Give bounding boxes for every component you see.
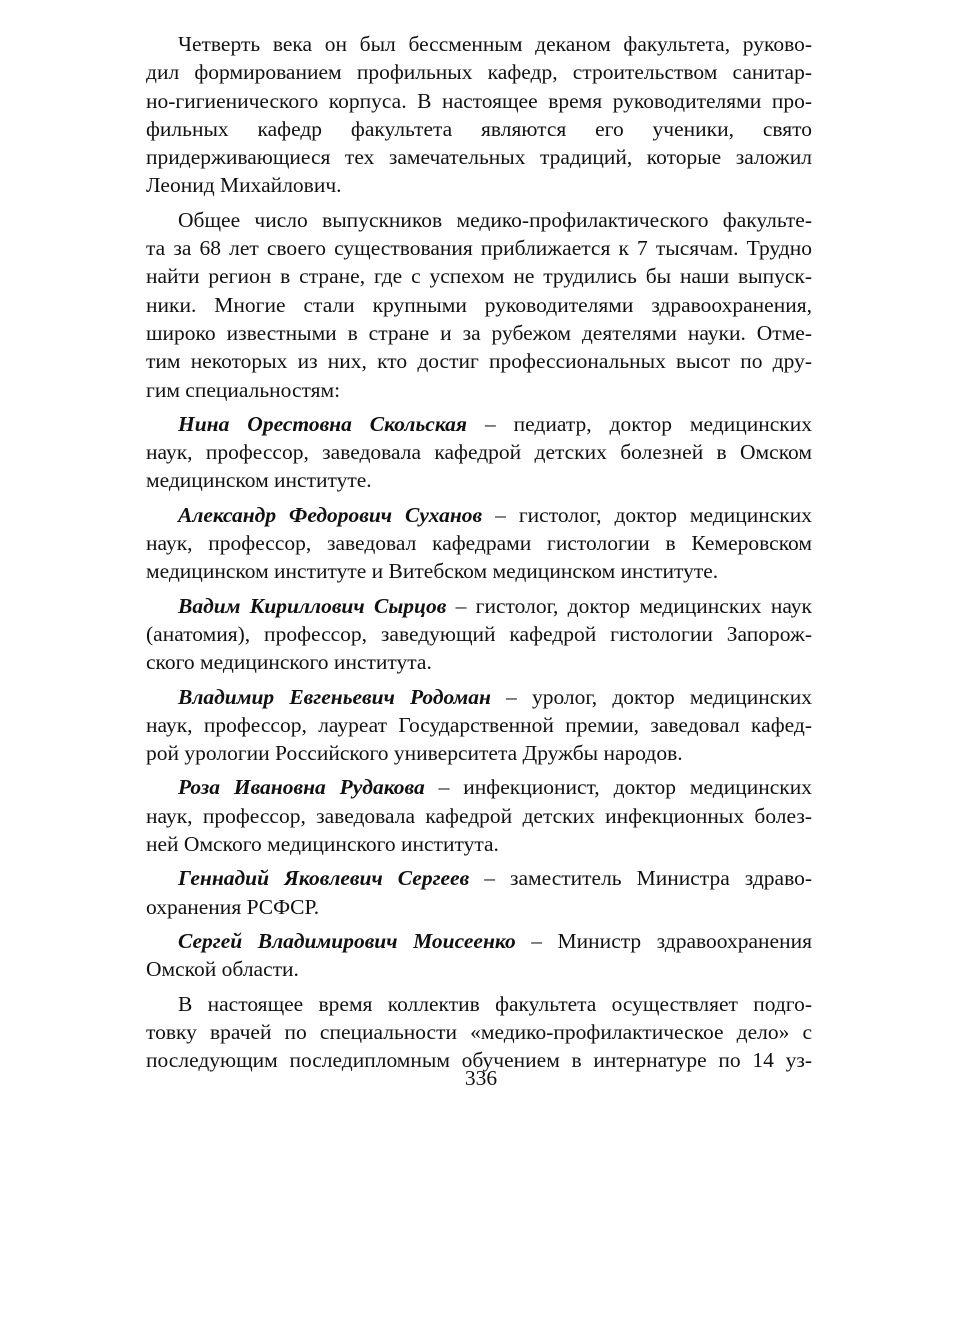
paragraph-final xyxy=(146,990,812,1075)
graduate-entry-rodoman xyxy=(146,683,812,768)
text-line xyxy=(146,683,812,711)
page-body xyxy=(146,30,812,1074)
text-line: тим некоторых из них, кто достиг профессиональных высот по дру- xyxy=(146,349,812,374)
graduate-name: Вадим Кириллович Сырцов xyxy=(178,593,447,618)
text-line xyxy=(146,501,812,529)
text-line: ники. Многие стали крупными руководителями здравоохранения, xyxy=(146,292,812,317)
graduate-name: Роза Ивановна Рудакова xyxy=(178,775,425,800)
graduate-entry-syrtsov xyxy=(146,592,812,677)
graduate-name: Владимир Евгеньевич Родоман xyxy=(178,684,491,709)
text-line: Четверть века он был бессменным деканом факультета, руково- xyxy=(178,32,812,56)
graduate-description: – инфекционист, доктор медицинских xyxy=(424,775,813,800)
graduate-name: Геннадий Яковлевич Сергеев xyxy=(178,866,470,891)
graduate-entry-moiseenko xyxy=(146,927,812,984)
text-line: найти регион в стране, где с успехом не трудились бы наши выпуск- xyxy=(146,264,812,289)
graduate-name: Нина Орестовна Скольская xyxy=(178,411,468,436)
text-line: ней Омского медицинского института. xyxy=(146,832,499,857)
text-line xyxy=(146,927,812,955)
text-line: (анатомия), профессор, заведующий кафедрой гистологии Запорож- xyxy=(146,621,812,646)
text-line: гим специальностям: xyxy=(146,377,341,402)
graduate-description: – уролог, доктор медицинских xyxy=(490,684,812,709)
text-line: но-гигиенического корпуса. В настоящее время руководителями про- xyxy=(146,88,812,113)
text-line: Омской области. xyxy=(146,957,299,982)
graduate-name: Александр Федорович Суханов xyxy=(178,502,483,527)
text-line: дил формированием профильных кафедр, строительством санитар- xyxy=(146,60,812,85)
graduate-description: – Министр здравоохранения xyxy=(515,928,812,953)
text-line: охранения РСФСР. xyxy=(146,894,320,919)
page-number: 336 xyxy=(464,1066,498,1090)
text-line: товку врачей по специальности «медико-профилактическое дело» с xyxy=(146,1019,812,1044)
text-line: В настоящее время коллектив факультета осуществляет подго- xyxy=(178,991,812,1016)
graduate-name: Сергей Владимирович Моисеенко xyxy=(178,928,516,953)
text-line xyxy=(146,864,812,892)
text-line: придерживающиеся тех замечательных традиций, которые заложил xyxy=(146,145,812,170)
graduate-entry-rudakova xyxy=(146,773,812,858)
text-line: наук, профессор, заведовал кафедрами гистологии в Кемеровском xyxy=(146,531,812,556)
paragraph-2 xyxy=(146,206,812,404)
text-line xyxy=(146,592,812,620)
text-line: фильных кафедр факультета являются его ученики, свято xyxy=(146,116,812,141)
text-line: последующим последипломным обучением в интернатуре по 14 уз- xyxy=(146,1048,812,1073)
text-line xyxy=(146,410,812,438)
text-line: наук, профессор, заведовала кафедрой детских болезней в Омском xyxy=(146,440,812,465)
text-line: та за 68 лет своего существования приближается к 7 тысячам. Трудно xyxy=(146,236,812,261)
paragraph-1 xyxy=(146,30,812,200)
graduate-description: – педиатр, доктор медицинских xyxy=(467,411,812,436)
graduate-description: – заместитель Министра здраво- xyxy=(469,866,813,891)
text-line: Леонид Михайлович. xyxy=(146,173,342,198)
graduate-entry-skolskaya xyxy=(146,410,812,495)
text-line: Общее число выпускников медико-профилактического факульте- xyxy=(178,207,812,232)
text-line: рой урологии Российского университета Дружбы народов. xyxy=(146,741,683,766)
text-line xyxy=(146,773,812,801)
text-line: ского медицинского института. xyxy=(146,650,432,675)
text-line: наук, профессор, лауреат Государственной премии, заведовал кафед- xyxy=(146,712,812,737)
text-line: медицинском институте и Витебском медицинском институте. xyxy=(146,559,719,584)
graduate-description: – гистолог, доктор медицинских xyxy=(482,502,812,527)
text-line: медицинском институте. xyxy=(146,468,372,493)
text-line: широко известными в стране и за рубежом деятелями науки. Отме- xyxy=(146,320,812,345)
graduate-description: – гистолог, доктор медицинских наук xyxy=(446,593,812,618)
text-line: наук, профессор, заведовала кафедрой детских инфекционных болез- xyxy=(146,803,812,828)
graduate-entry-sergeev xyxy=(146,864,812,921)
graduate-entry-sukhanov xyxy=(146,501,812,586)
